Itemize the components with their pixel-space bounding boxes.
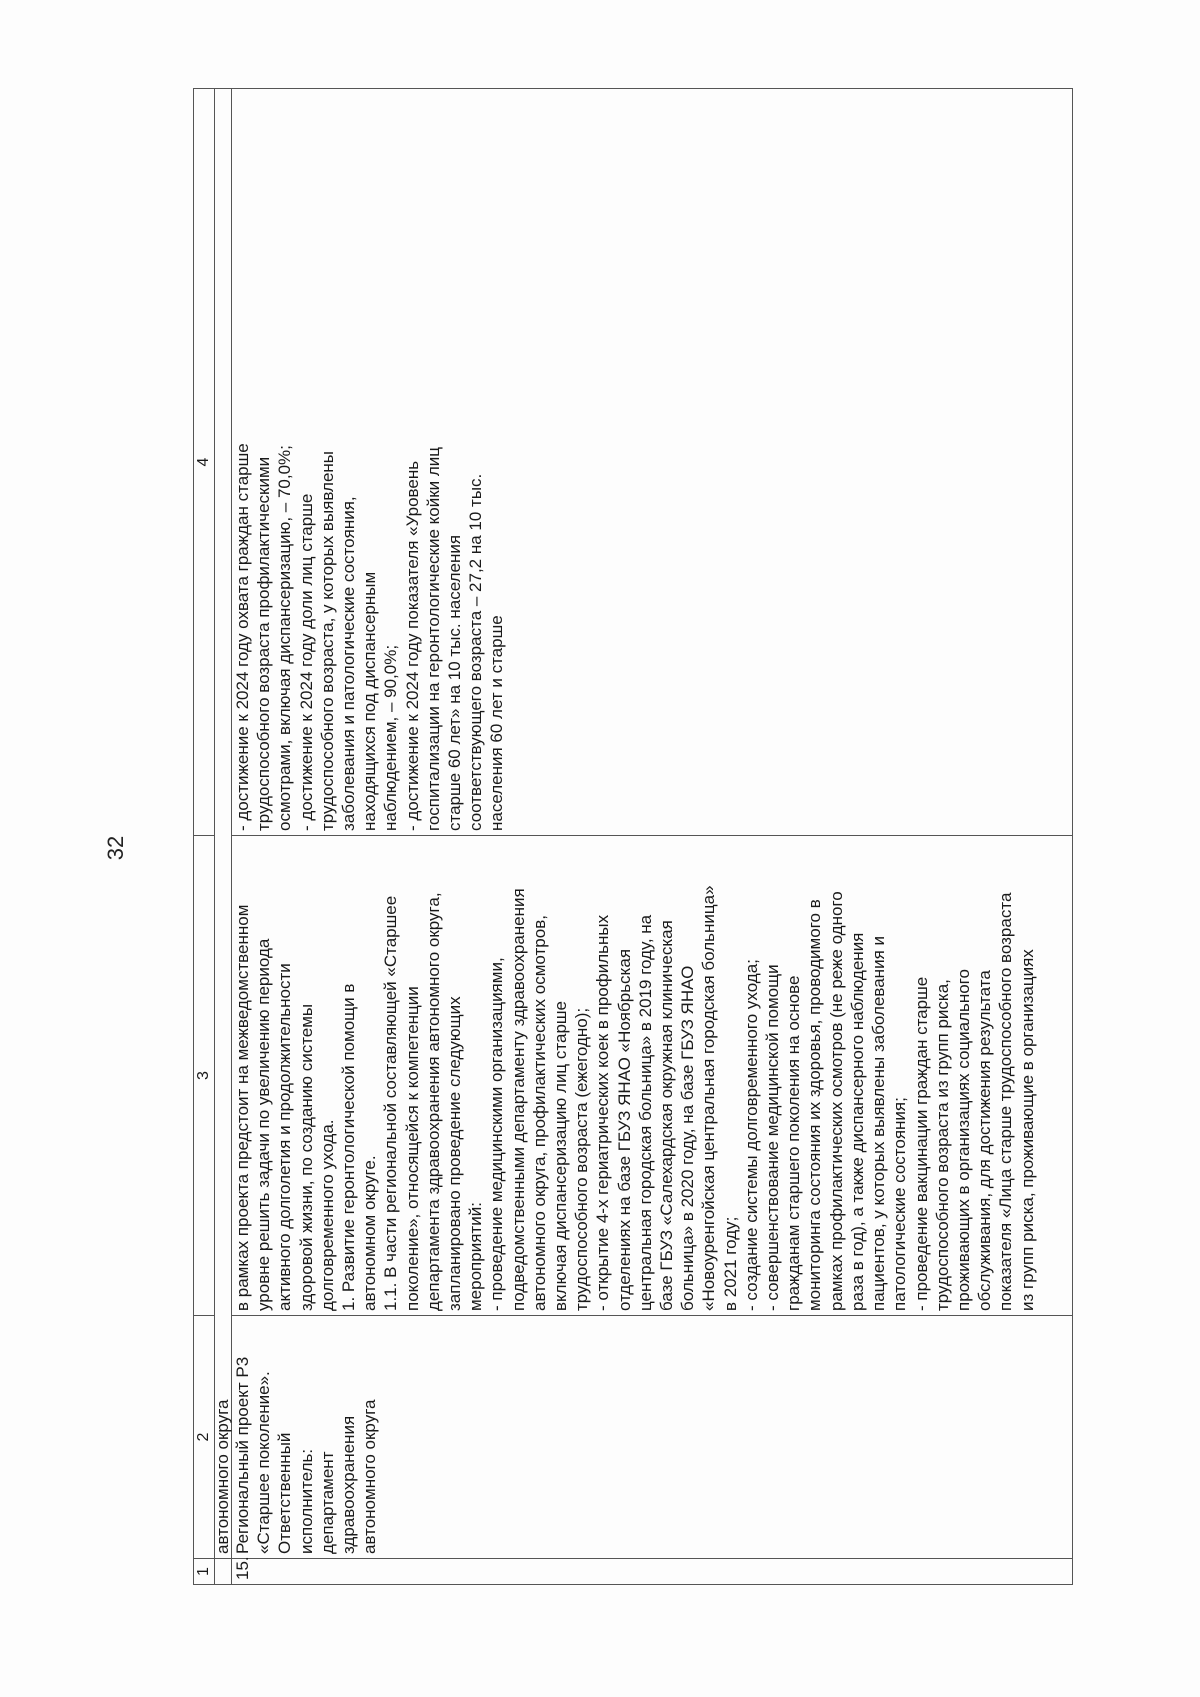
- text-line: - достижение к 2024 году показателя «Уровень: [402, 460, 422, 831]
- section-row: [215, 89, 232, 1585]
- text-line: в 2021 году;: [720, 1216, 740, 1311]
- header-col-1: 1: [194, 1559, 215, 1585]
- text-line: - достижение к 2024 году доли лиц старше: [296, 493, 316, 831]
- text-line: департамент: [317, 1451, 337, 1554]
- text-line: трудоспособного возраста из групп риска,: [932, 979, 952, 1311]
- project-cell: [232, 1316, 1073, 1559]
- text-line: проживающих в организациях социального: [953, 968, 973, 1311]
- text-line: отделениях на базе ГБУЗ ЯНАО «Ноябрьская: [614, 948, 634, 1311]
- text-line: «Старшее поколение».: [254, 1371, 274, 1554]
- header-col-3: 3: [194, 836, 215, 1316]
- text-line: показателя «Лица старше трудоспособного возраста: [996, 892, 1016, 1311]
- text-line: раза в год), а также диспансерного наблюдения: [847, 932, 867, 1311]
- text-line: мониторинга состояния их здоровья, проводимого в: [805, 899, 825, 1311]
- text-line: центральная городская больница» в 2019 году, на: [635, 914, 655, 1311]
- rotated-content: [193, 89, 1088, 1585]
- plan-table: [193, 88, 1073, 1585]
- text-line: исполнитель:: [296, 1448, 316, 1554]
- text-line: Ответственный: [275, 1432, 295, 1554]
- text-line: осмотрами, включая диспансеризацию, – 70,0%;: [275, 445, 295, 831]
- text-line: из групп риска, проживающие в организациях: [1017, 949, 1037, 1311]
- text-line: автономного округа, профилактических осмотров,: [529, 915, 549, 1311]
- text-line: обслуживания, для достижения результата: [975, 970, 995, 1311]
- text-line: уровне решить задачи по увеличению периода: [254, 938, 274, 1311]
- section-empty-cell: [215, 1559, 232, 1585]
- text-line: автономного округа: [360, 1399, 380, 1554]
- text-line: населения 60 лет и старше: [487, 615, 507, 831]
- text-line: здоровой жизни, по созданию системы: [296, 1003, 316, 1311]
- text-line: долговременного ухода.: [317, 1119, 337, 1311]
- text-line: - совершенствование медицинской помощи: [763, 964, 783, 1311]
- text-line: 1.1. В части региональной составляющей «Старшее: [381, 895, 401, 1311]
- text-line: поколение», относящейся к компетенции: [402, 986, 422, 1311]
- text-line: находящихся под диспансерным: [360, 571, 380, 831]
- text-line: - достижение к 2024 году охвата граждан старше: [233, 443, 252, 831]
- table-row: [232, 89, 1073, 1585]
- text-line: - проведение вакцинации граждан старше: [911, 976, 931, 1311]
- text-line: мероприятий:: [466, 1202, 486, 1311]
- text-line: 1. Развитие геронтологической помощи в: [339, 983, 359, 1311]
- text-line: - проведение медицинскими организациями,: [487, 957, 507, 1311]
- text-line: «Новоуренгойская центральная городская больница»: [699, 885, 719, 1311]
- text-line: заболевания и патологические состояния,: [339, 496, 359, 831]
- text-line: рамках профилактических осмотров (не реже одного: [826, 891, 846, 1311]
- text-line: пациентов, у которых выявлены заболевания и: [869, 936, 889, 1311]
- text-line: базе ГБУЗ «Салехардская окружная клиническая: [657, 920, 677, 1311]
- text-line: автономном округе.: [360, 1155, 380, 1311]
- text-line: патологические состояния;: [890, 1097, 910, 1311]
- row-number: 15.: [232, 1559, 1073, 1585]
- text-line: активного долголетия и продолжительности: [275, 963, 295, 1311]
- header-col-2: 2: [194, 1316, 215, 1559]
- text-line: подведомственными департаменту здравоохранения: [508, 888, 528, 1311]
- text-line: Региональный проект Р3: [233, 1356, 252, 1554]
- text-line: госпитализации на геронтологические койки лиц: [423, 446, 443, 831]
- text-line: - открытие 4-х гериатрических коек в профильных: [593, 914, 613, 1311]
- text-line: - создание системы долговременного ухода;: [741, 959, 761, 1311]
- text-line: запланировано проведение следующих: [445, 996, 465, 1311]
- text-line: здравоохранения: [339, 1415, 359, 1554]
- text-line: департамента здравоохранения автономного округа,: [423, 892, 443, 1311]
- indicators-cell: [232, 89, 1073, 836]
- text-line: трудоспособного возраста профилактическими: [254, 456, 274, 831]
- text-line: в рамках проекта предстоит на межведомственном: [233, 904, 252, 1311]
- header-col-4: 4: [194, 89, 215, 836]
- text-line: включая диспансеризацию лиц старше: [551, 1001, 571, 1311]
- description-cell: [232, 836, 1073, 1316]
- text-line: гражданам старшего поколения на основе: [784, 975, 804, 1311]
- page-number: 32: [103, 835, 128, 861]
- section-label: автономного округа: [215, 89, 232, 1559]
- text-line: соответствующего возраста – 27,2 на 10 тыс.: [466, 473, 486, 831]
- header-row: [194, 89, 215, 1585]
- text-line: наблюдением, – 90,0%;: [381, 644, 401, 831]
- text-line: больница» в 2020 году, на базе ГБУЗ ЯНАО: [678, 965, 698, 1311]
- text-line: трудоспособного возраста (ежегодно);: [572, 1007, 592, 1311]
- text-line: трудоспособного возраста, у которых выявлены: [317, 450, 337, 831]
- text-line: старше 60 лет» на 10 тыс. населения: [445, 534, 465, 831]
